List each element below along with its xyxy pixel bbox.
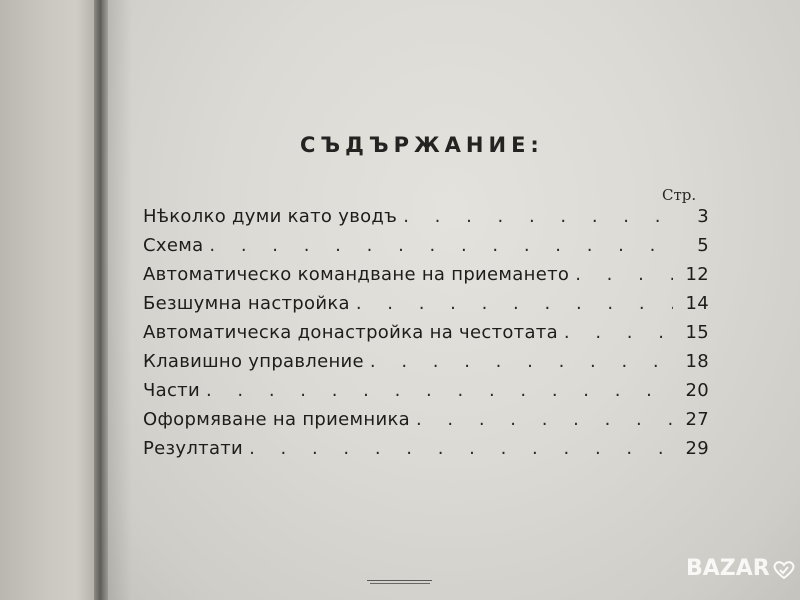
toc-entry-title: Нѣколко думи като уводъ <box>143 206 398 227</box>
toc-entry-page: 3 <box>697 206 709 227</box>
toc-entry <box>143 351 709 380</box>
dot-leader <box>575 264 673 285</box>
footer-rule <box>367 580 432 581</box>
toc-entry-page: 15 <box>685 322 709 343</box>
toc-entry-title: Автоматическо командване на приемането <box>143 264 570 285</box>
toc-entry-title: Схема <box>143 235 204 256</box>
toc-entry <box>143 206 709 235</box>
toc-entry <box>143 235 709 264</box>
toc-entry <box>143 264 709 293</box>
watermark <box>686 556 795 581</box>
toc-entry-page: 5 <box>697 235 709 256</box>
toc-entry-title: Оформяване на приемника <box>143 409 410 430</box>
toc-entry <box>143 322 709 351</box>
toc-entry <box>143 438 709 467</box>
watermark-text: BAZAR <box>686 556 770 581</box>
toc-entry-title: Резултати <box>143 438 244 459</box>
dot-leader <box>370 351 673 372</box>
dot-leader <box>206 380 673 401</box>
toc-entry-page: 29 <box>685 438 709 459</box>
dot-leader <box>416 409 673 430</box>
toc-entry-page: 18 <box>685 351 709 372</box>
toc-entry-title: Части <box>143 380 200 401</box>
dot-leader <box>564 322 673 343</box>
dot-leader <box>249 438 673 459</box>
toc-entry <box>143 293 709 322</box>
toc-entry-page: 14 <box>685 293 709 314</box>
page-column-label: Стр. <box>662 186 697 204</box>
toc-entry <box>143 409 709 438</box>
toc-title: СЪДЪРЖАНИЕ: <box>300 133 544 157</box>
dot-leader <box>209 235 673 256</box>
heart-check-icon <box>773 560 795 578</box>
toc-entry-page: 27 <box>685 409 709 430</box>
toc-entry-page: 20 <box>685 380 709 401</box>
toc-entry <box>143 380 709 409</box>
toc-entry-title: Автоматическа донастройка на честотата <box>143 322 558 343</box>
toc-entry-page: 12 <box>685 264 709 285</box>
toc-entry-title: Безшумна настройка <box>143 293 350 314</box>
footer-rule-secondary <box>370 583 430 584</box>
dot-leader <box>403 206 673 227</box>
toc-entry-title: Клавишно управление <box>143 351 364 372</box>
toc-entries <box>143 206 709 467</box>
dot-leader <box>356 293 673 314</box>
